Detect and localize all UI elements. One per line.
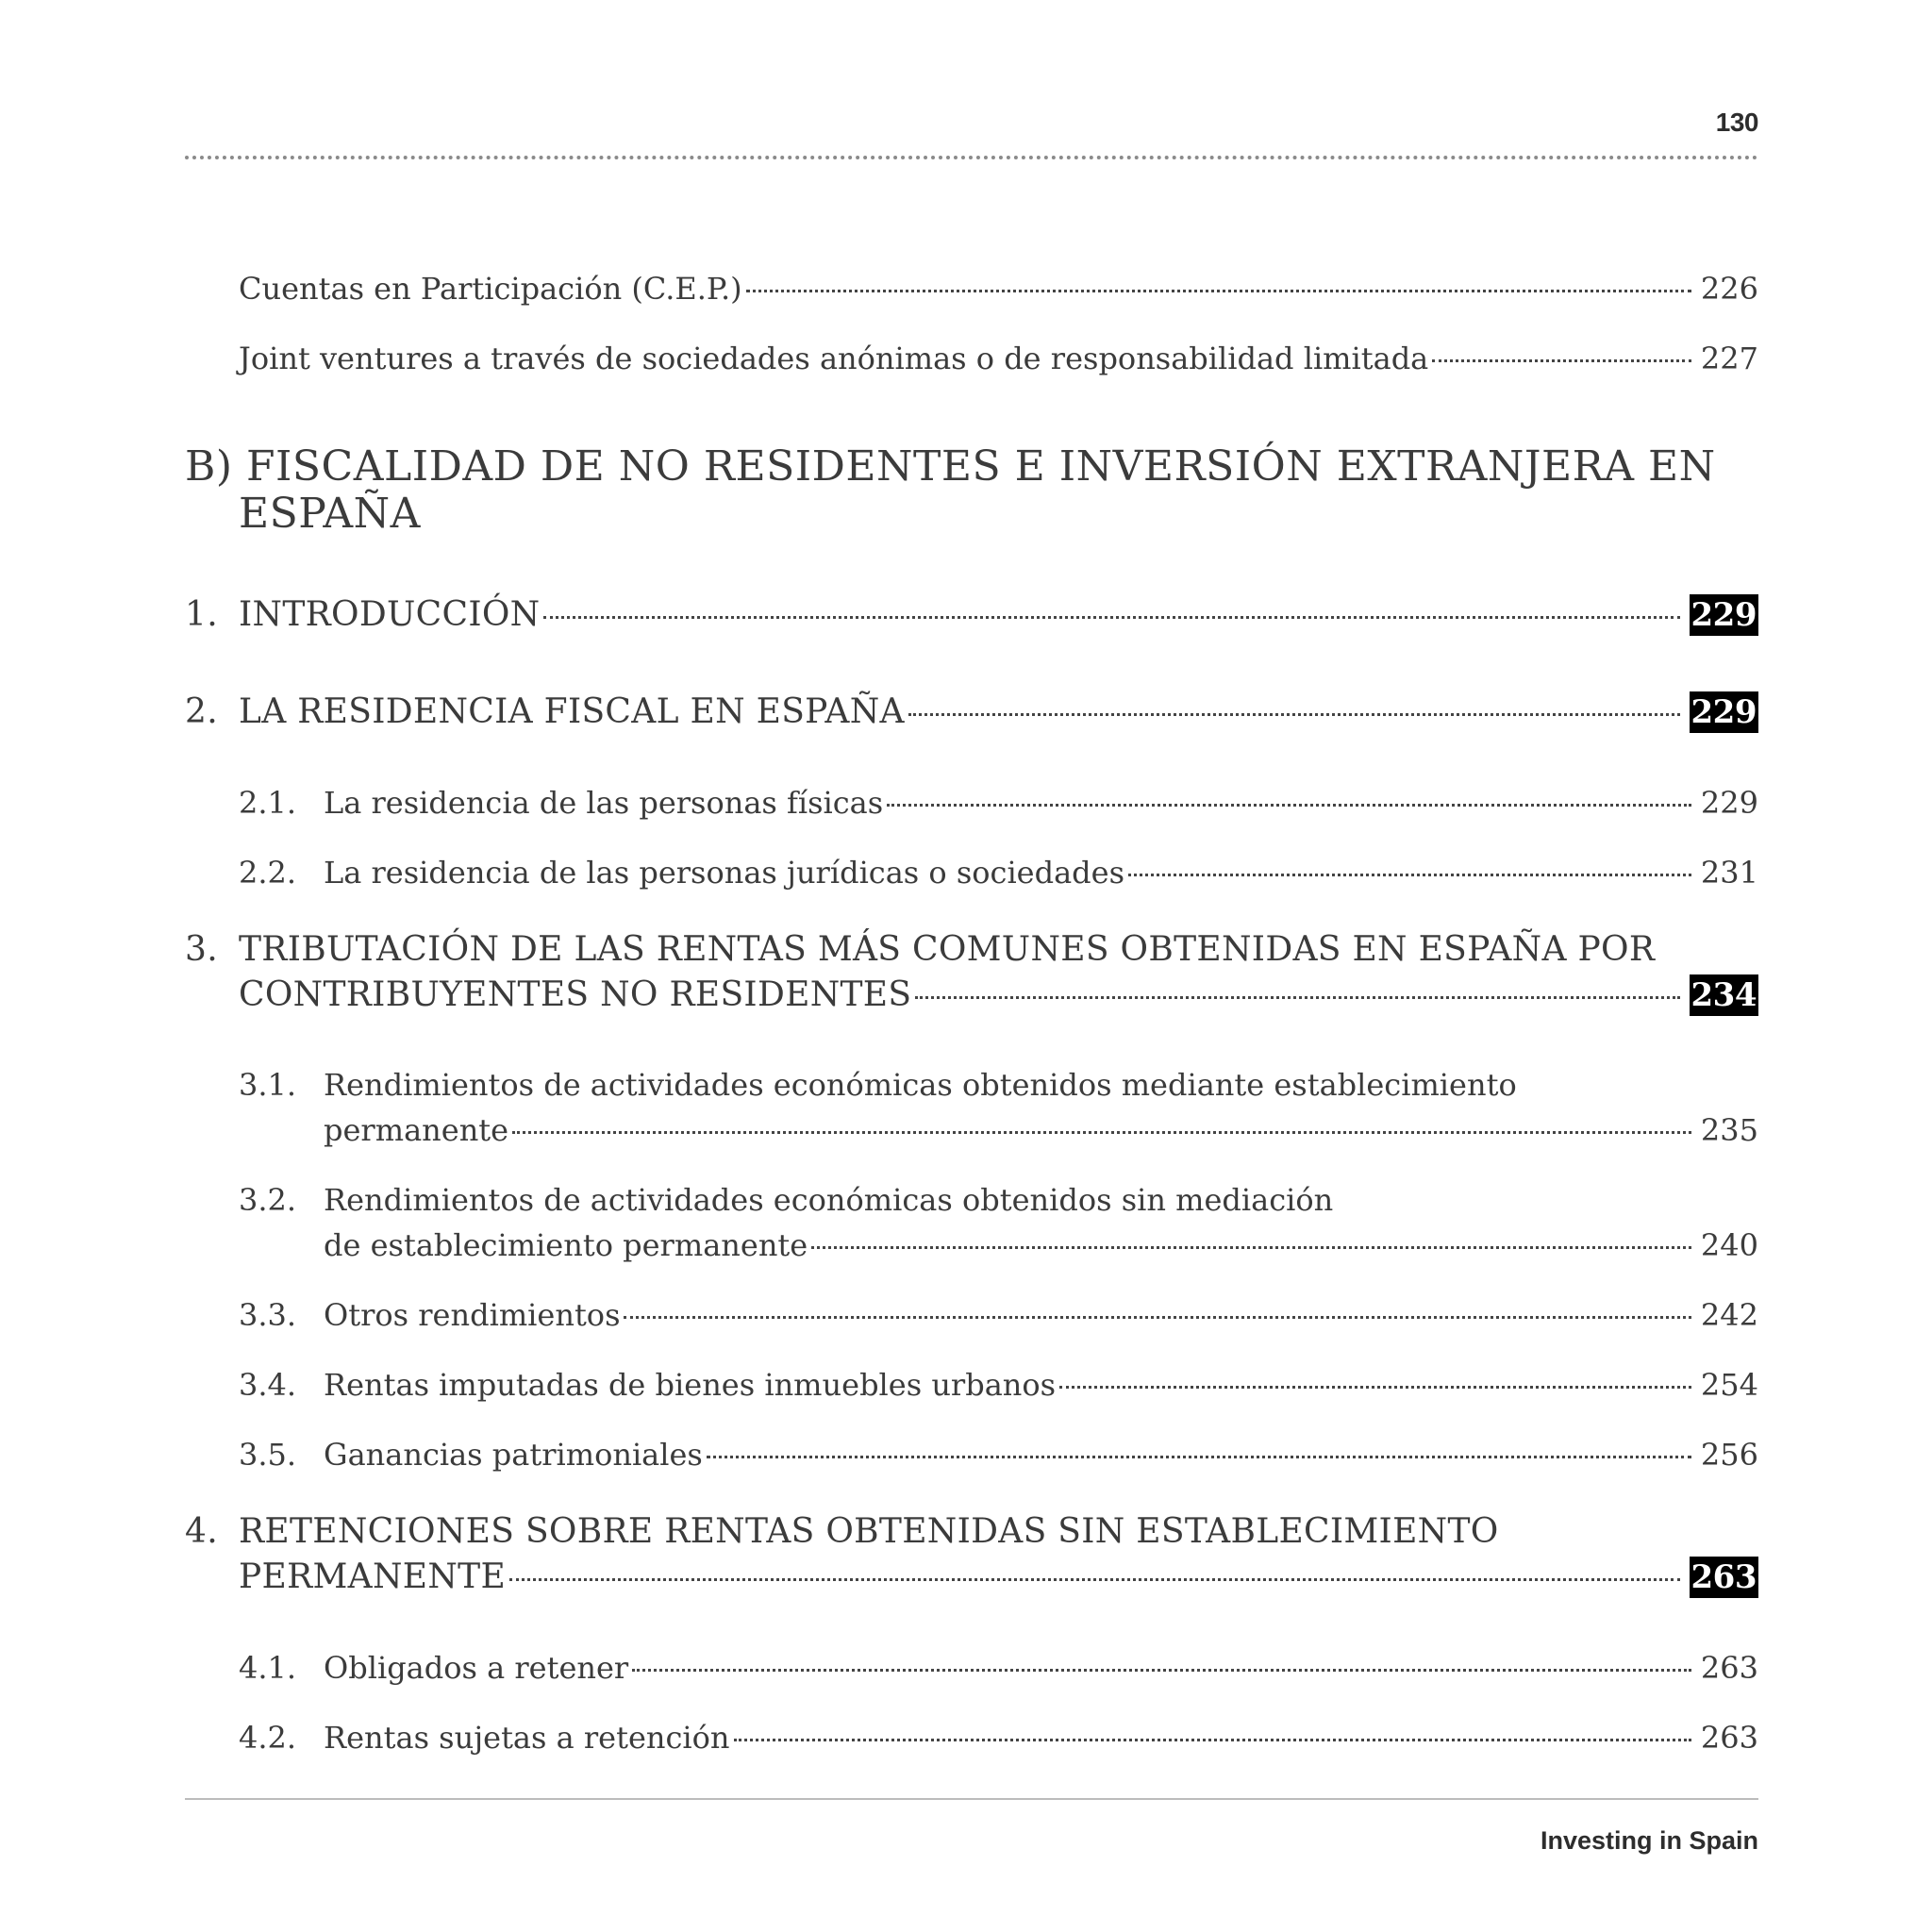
toc-page-number-highlighted: 229 (1690, 693, 1757, 731)
dot-leader (1128, 874, 1691, 876)
toc-entry-1[interactable] (185, 592, 1758, 638)
toc-page-number: 226 (1700, 271, 1758, 307)
toc-entry-title: INTRODUCCIÓN (239, 595, 541, 634)
dot-leader (811, 1246, 1691, 1249)
dot-leader (1059, 1386, 1691, 1389)
toc-entry-title: de establecimiento permanente (324, 1227, 808, 1263)
toc-entry-4-2[interactable] (185, 1715, 1758, 1760)
toc-entry-2[interactable] (185, 690, 1758, 735)
toc-entry-number: 3.2. (239, 1182, 297, 1218)
toc-entry-title: LA RESIDENCIA FISCAL EN ESPAÑA (239, 692, 905, 731)
dot-leader (887, 804, 1691, 807)
toc-entry-title: PERMANENTE (239, 1557, 507, 1596)
footer-book-title: Investing in Spain (1540, 1826, 1758, 1855)
toc-entry-3-1[interactable] (185, 1062, 1758, 1153)
toc-page-number: 227 (1700, 341, 1758, 376)
dot-leader (1432, 359, 1691, 362)
toc-entry-2-1[interactable] (185, 780, 1758, 825)
toc-entry-title-line1: Rendimientos de actividades económicas obtenidos mediante establecimiento (324, 1067, 1517, 1103)
dot-leader (908, 713, 1680, 716)
toc-entry-number: 3.4. (239, 1367, 297, 1403)
toc-entry-title-line1: Rendimientos de actividades económicas obtenidos sin mediación (324, 1182, 1334, 1218)
toc-entry-3[interactable] (185, 927, 1758, 1018)
toc-entry-number: 3.3. (239, 1297, 297, 1333)
toc-entry-4[interactable] (185, 1509, 1758, 1600)
toc-page-number: 263 (1700, 1720, 1758, 1756)
dot-leader (512, 1131, 1691, 1134)
toc-page-number: 256 (1700, 1437, 1758, 1473)
toc-page-number: 235 (1700, 1112, 1758, 1148)
toc-entry-3-2[interactable] (185, 1177, 1758, 1268)
toc-page-number-highlighted: 234 (1690, 976, 1757, 1014)
toc-entry-title: La residencia de las personas jurídicas o sociedades (324, 855, 1125, 891)
toc-page-number-highlighted: 263 (1690, 1558, 1757, 1596)
footer-rule (185, 1798, 1758, 1800)
toc-entry-number: 3. (185, 930, 218, 969)
dot-leader (707, 1456, 1691, 1458)
toc-entry-title: Otros rendimientos (324, 1297, 621, 1333)
page-number: 130 (1715, 108, 1758, 137)
toc-entry-3-5[interactable] (185, 1432, 1758, 1477)
toc-entry-title: CONTRIBUYENTES NO RESIDENTES (239, 975, 912, 1014)
dot-leader (915, 996, 1679, 999)
toc-page-number: 242 (1700, 1297, 1758, 1333)
toc-entry-3-4[interactable] (185, 1362, 1758, 1407)
dot-leader (543, 616, 1679, 619)
toc-entry-number: 4.1. (239, 1650, 297, 1686)
toc-entry-number: 2. (185, 692, 218, 731)
toc-entry-title: Ganancias patrimoniales (324, 1437, 703, 1473)
section-heading-line2: ESPAÑA (239, 490, 421, 538)
toc-entry-number: 1. (185, 595, 218, 634)
toc-page-number-highlighted: 229 (1690, 596, 1757, 634)
toc-page-number: 240 (1700, 1227, 1758, 1263)
toc-entry-title-line1: RETENCIONES SOBRE RENTAS OBTENIDAS SIN ESTABLECIMIENTO (239, 1512, 1499, 1551)
toc-entry-title: Cuentas en Participación (C.E.P.) (239, 271, 742, 307)
toc-entry-title: Rentas sujetas a retención (324, 1720, 730, 1756)
toc-page-number: 229 (1700, 785, 1758, 821)
section-heading (185, 443, 1758, 538)
toc-entry-title: Rentas imputadas de bienes inmuebles urbanos (324, 1367, 1057, 1403)
toc-entry-number: 4.2. (239, 1720, 297, 1756)
toc-entry-title: La residencia de las personas físicas (324, 785, 884, 821)
toc-entry-title: Joint ventures a través de sociedades anónimas o de responsabilidad limitada (239, 341, 1429, 376)
toc-entry-title: permanente (324, 1112, 509, 1148)
toc-entry-cuentas-participacion[interactable] (239, 266, 1758, 311)
dot-leader (746, 290, 1691, 292)
toc-entry-title: Obligados a retener (324, 1650, 629, 1686)
toc-entry-title-line1: TRIBUTACIÓN DE LAS RENTAS MÁS COMUNES OBTENIDAS EN ESPAÑA POR (239, 930, 1656, 969)
toc-entry-number: 2.1. (239, 785, 297, 821)
dot-leader (734, 1739, 1691, 1741)
dot-leader (509, 1578, 1679, 1581)
toc-entry-2-2[interactable] (185, 850, 1758, 895)
toc-page-number: 254 (1700, 1367, 1758, 1403)
toc-entry-number: 3.1. (239, 1067, 297, 1103)
toc-entry-3-3[interactable] (185, 1292, 1758, 1338)
toc-page-number: 263 (1700, 1650, 1758, 1686)
toc-entry-4-1[interactable] (185, 1645, 1758, 1690)
section-heading-line1: B) FISCALIDAD DE NO RESIDENTES E INVERSIÓN EXTRANJERA EN (185, 442, 1716, 491)
dot-leader (632, 1669, 1691, 1672)
toc-page-number: 231 (1700, 855, 1758, 891)
toc-entry-joint-ventures[interactable] (239, 336, 1758, 381)
toc-entry-number: 3.5. (239, 1437, 297, 1473)
toc-entry-number: 2.2. (239, 855, 297, 891)
dot-leader (624, 1316, 1690, 1319)
header-dotted-rule (185, 156, 1758, 159)
toc-entry-number: 4. (185, 1512, 218, 1551)
